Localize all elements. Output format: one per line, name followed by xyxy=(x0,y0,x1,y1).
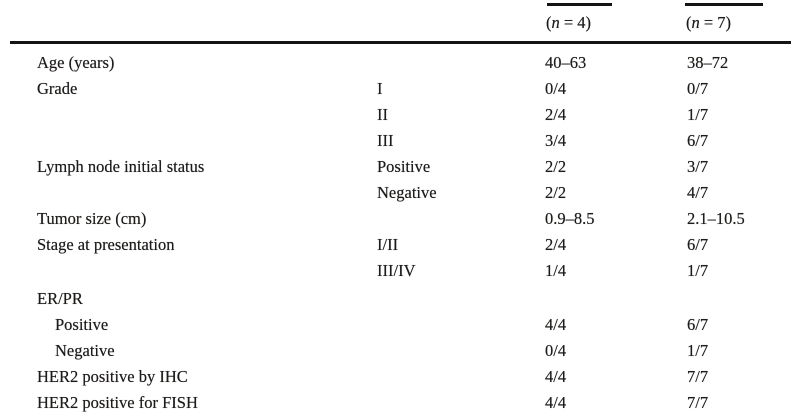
row-label: Tumor size (cm) xyxy=(37,209,147,228)
row-value-n7: 0/7 xyxy=(687,79,709,98)
row-value-n7: 7/7 xyxy=(687,367,709,386)
row-value-n4: 0.9–8.5 xyxy=(545,209,595,228)
row-value-n4: 0/4 xyxy=(545,341,567,360)
table-row xyxy=(0,390,800,416)
table-row xyxy=(0,76,800,102)
header-count: = 7) xyxy=(699,13,732,32)
row-value-n7: 6/7 xyxy=(687,235,709,254)
row-value-n4: 0/4 xyxy=(545,79,567,98)
row-value-n4: 3/4 xyxy=(545,131,567,150)
table-row xyxy=(0,128,800,154)
row-value-n7: 2.1–10.5 xyxy=(687,209,745,228)
row-label: Age (years) xyxy=(37,53,115,72)
row-value-n4: 2/2 xyxy=(545,183,567,202)
table-row xyxy=(0,154,800,180)
row-value-n7: 3/7 xyxy=(687,157,709,176)
n-symbol: n xyxy=(551,13,560,32)
table-body xyxy=(0,50,800,416)
row-value-n7: 6/7 xyxy=(687,131,709,150)
row-value-n7: 1/7 xyxy=(687,341,709,360)
table-row xyxy=(0,206,800,232)
row-sublabel: III xyxy=(377,131,394,150)
row-sublabel: Negative xyxy=(377,183,437,202)
paren-open: ( xyxy=(686,13,692,32)
row-value-n4: 40–63 xyxy=(545,53,587,72)
row-value-n4: 4/4 xyxy=(545,367,567,386)
row-value-n4: 4/4 xyxy=(545,315,567,334)
column-header-n4 xyxy=(546,12,591,34)
row-label: HER2 positive for FISH xyxy=(37,393,198,412)
row-label: Negative xyxy=(55,341,115,360)
row-value-n4: 1/4 xyxy=(545,261,567,280)
header-rule xyxy=(10,41,791,44)
row-sublabel: III/IV xyxy=(377,261,416,280)
table-row xyxy=(0,364,800,390)
row-label: Grade xyxy=(37,79,78,98)
row-sublabel: II xyxy=(377,105,388,124)
row-value-n7: 6/7 xyxy=(687,315,709,334)
header-count: = 4) xyxy=(559,13,592,32)
n-symbol: n xyxy=(691,13,700,32)
table-row xyxy=(0,102,800,128)
row-value-n4: 2/4 xyxy=(545,235,567,254)
row-label: Positive xyxy=(55,315,109,334)
row-value-n7: 1/7 xyxy=(687,105,709,124)
row-value-n7: 4/7 xyxy=(687,183,709,202)
row-value-n4: 2/2 xyxy=(545,157,567,176)
column-header-n7 xyxy=(686,12,731,34)
row-value-n7: 7/7 xyxy=(687,393,709,412)
row-sublabel: I/II xyxy=(377,235,399,254)
row-value-n7: 38–72 xyxy=(687,53,729,72)
table-row xyxy=(0,258,800,284)
table-row xyxy=(0,232,800,258)
table-row xyxy=(0,338,800,364)
paren-open: ( xyxy=(546,13,552,32)
column-group-rule-n7 xyxy=(685,3,763,6)
row-value-n4: 4/4 xyxy=(545,393,567,412)
row-value-n7: 1/7 xyxy=(687,261,709,280)
table-row xyxy=(0,312,800,338)
table-row xyxy=(0,180,800,206)
row-value-n4: 2/4 xyxy=(545,105,567,124)
row-label: Stage at presentation xyxy=(37,235,175,254)
column-group-rule-n4 xyxy=(547,3,612,6)
row-label: HER2 positive by IHC xyxy=(37,367,188,386)
table-row xyxy=(0,286,800,312)
row-label: Lymph node initial status xyxy=(37,157,205,176)
table-row xyxy=(0,50,800,76)
row-sublabel: I xyxy=(377,79,383,98)
row-label: ER/PR xyxy=(37,289,83,308)
row-sublabel: Positive xyxy=(377,157,431,176)
